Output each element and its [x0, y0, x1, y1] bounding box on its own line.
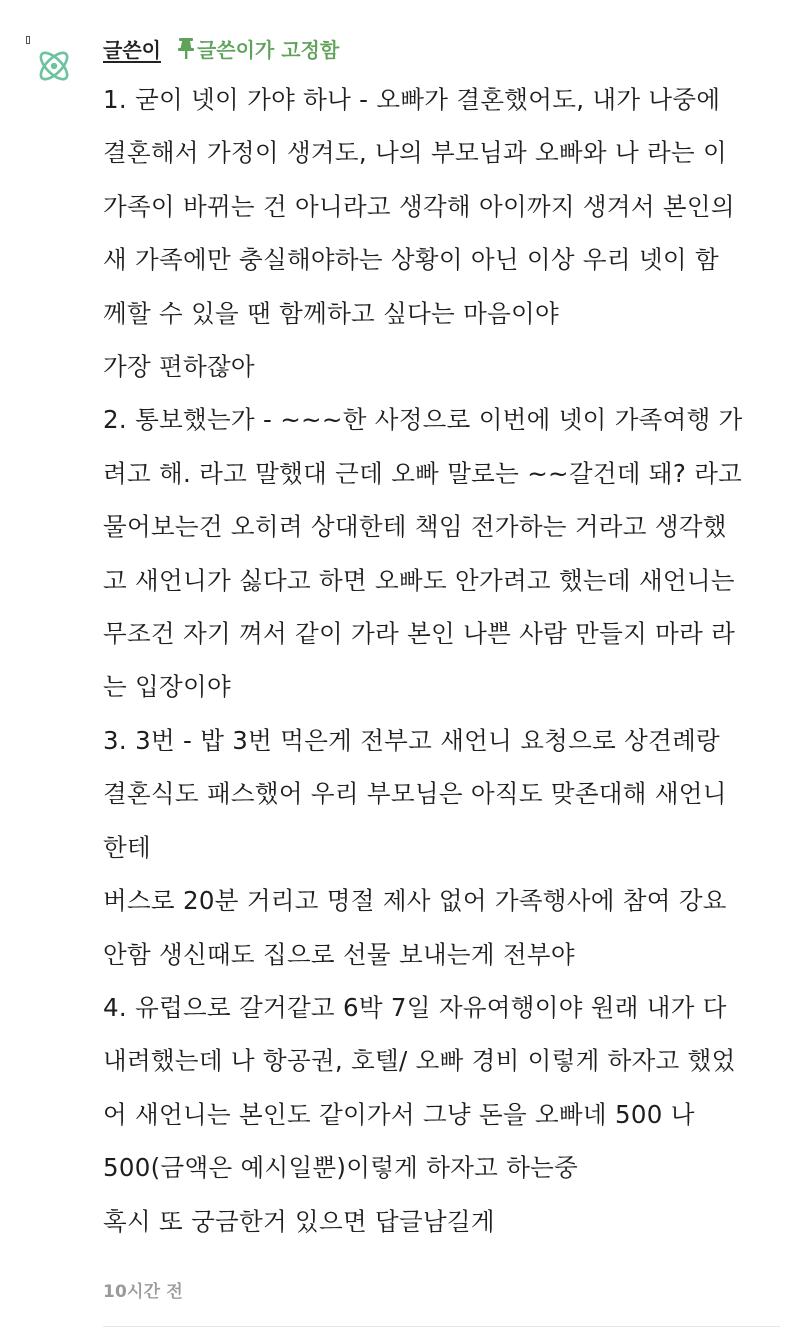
- comment-line: 안함 생신때도 집으로 선물 보내는게 전부야: [103, 939, 575, 969]
- comment-line: 새 가족에만 충실해야하는 상황이 아닌 이상 우리 넷이 함: [103, 245, 719, 275]
- comment-line: 가족이 바뀌는 건 아니라고 생각해 아이까지 생겨서 본인의: [103, 191, 735, 221]
- comment-line: 한테: [103, 832, 151, 862]
- comment-line: 결혼해서 가정이 생겨도, 나의 부모님과 오빠와 나 라는 이: [103, 138, 728, 168]
- comment-line: 는 입장이야: [103, 672, 231, 702]
- divider: [103, 1326, 780, 1327]
- comment-line: 가장 편하잖아: [103, 352, 255, 382]
- comment-line: 무조건 자기 껴서 같이 가라 본인 나쁜 사람 만들지 마라 라: [103, 619, 736, 649]
- comment-body: [103, 73, 793, 1248]
- comment-line: 2. 통보했는가 - ~~~한 사정으로 이번에 넷이 가족여행 가: [103, 405, 743, 435]
- comment-header: [103, 31, 339, 65]
- pushpin-icon: [176, 36, 196, 60]
- comment-line: 3. 3번 - 밥 3번 먹은게 전부고 새언니 요청으로 상견례랑: [103, 725, 721, 755]
- comment-line: 내려했는데 나 항공권, 호텔/ 오빠 경비 이렇게 하자고 했었: [103, 1046, 736, 1076]
- comment-line: 버스로 20분 거리고 명절 제사 없어 가족행사에 참여 강요: [103, 886, 727, 916]
- comment-line: 어 새언니는 본인도 같이가서 그냥 돈을 오빠네 500 나: [103, 1099, 695, 1129]
- comment-line: 1. 굳이 넷이 가야 하나 - 오빠가 결혼했어도, 내가 나중에: [103, 85, 721, 114]
- comment-line: 결혼식도 패스했어 우리 부모님은 아직도 맞존대해 새언니: [103, 779, 727, 809]
- author-name[interactable]: 글쓴이: [103, 37, 161, 62]
- comment-line: 께할 수 있을 땐 함께하고 싶다는 마음이야: [103, 298, 559, 328]
- comment-timestamp: 10시간 전: [103, 1282, 184, 1302]
- comment-line: 물어보는건 오히려 상대한테 책임 전가하는 거라고 생각했: [103, 512, 727, 542]
- atom-icon[interactable]: [34, 46, 74, 86]
- comment-line: 500(금액은 예시일뿐)이렇게 하자고 하는중: [103, 1153, 579, 1183]
- list-marker: [26, 36, 30, 44]
- comment-line: 혹시 또 궁금한거 있으면 답글남길게: [103, 1206, 495, 1236]
- pinned-label: 글쓴이가 고정함: [196, 37, 340, 62]
- comment-line: 려고 해. 라고 말했대 근데 오빠 말로는 ~~갈건데 돼? 라고: [103, 458, 743, 488]
- comment-line: 4. 유럽으로 갈거같고 6박 7일 자유여행이야 원래 내가 다: [103, 992, 727, 1022]
- pinned-badge: [176, 34, 339, 63]
- comment-line: 고 새언니가 싫다고 하면 오빠도 안가려고 했는데 새언니는: [103, 565, 735, 595]
